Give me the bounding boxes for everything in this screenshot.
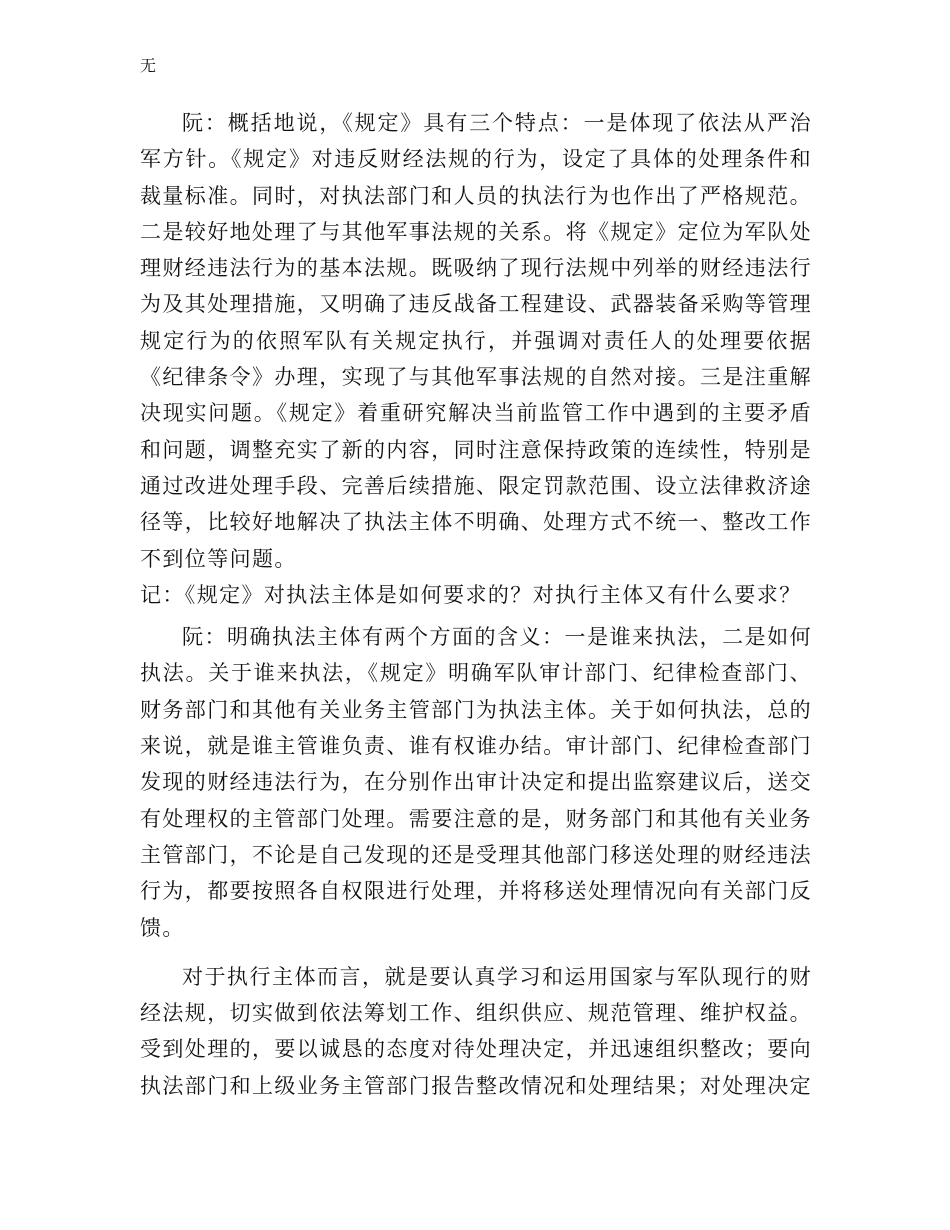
paragraph-execution-subject: 对于执行主体而言，就是要认真学习和运用国家与军队现行的财经法规，切实做到依法筹划工作、组织供应、规范管理、维护权益。受到处理的，要以诚恳的态度对待处理决定，并迅速组织整改；要向执法部门和上级业务主管部门报告整改情况和处理结果；对处理决定 [140, 964, 812, 1098]
paragraph-enforcement-subject: 阮：明确执法主体有两个方面的含义：一是谁来执法，二是如何执法。关于谁来执法，《规定》明确军队审计部门、纪律检查部门、财务部门和其他有关业务主管部门为执法主体。关于如何执法，总的来说，就是谁主管谁负责、谁有权谁办结。审计部门、纪律检查部门发现的财经违法行为，在分别作出审计决定和提出监察建议后，送交有处理权的主管部门处理。需要注意的是，财务部门和其他有关业务主管部门，不论是自己发现的还是受理其他部门移送处理的财经违法行为，都要按照各自权限进行处理，并将移送处理情况向有关部门反馈。 [140, 625, 812, 940]
page-header: 无 [140, 56, 157, 75]
paragraph-features: 阮：概括地说，《规定》具有三个特点：一是体现了依法从严治军方针。《规定》对违反财经法规的行为，设定了具体的处理条件和裁量标准。同时，对执法部门和人员的执法行为也作出了严格规范。二是较好地处理了与其他军事法规的关系。将《规定》定位为军队处理财经违法行为的基本法规。既吸纳了现行法规中列举的财经违法行为及其处理措施，又明确了违反战备工程建设、武器装备采购等管理规定行为的依照军队有关规定执行，并强调对责任人的处理要依据《纪律条令》办理，实现了与其他军事法规的自然对接。三是注重解决现实问题。《规定》着重研究解决当前监管工作中遇到的主要矛盾和问题，调整充实了新的内容，同时注意保持政策的连续性，特别是通过改进处理手段、完善后续措施、限定罚款范围、设立法律救济途径等，比较好地解决了执法主体不明确、处理方式不统一、整改工作不到位等问题。 [140, 111, 812, 571]
paragraph-question: 记：《规定》对执法主体是如何要求的？对执行主体又有什么要求？ [140, 582, 802, 607]
document-body [140, 105, 812, 1104]
